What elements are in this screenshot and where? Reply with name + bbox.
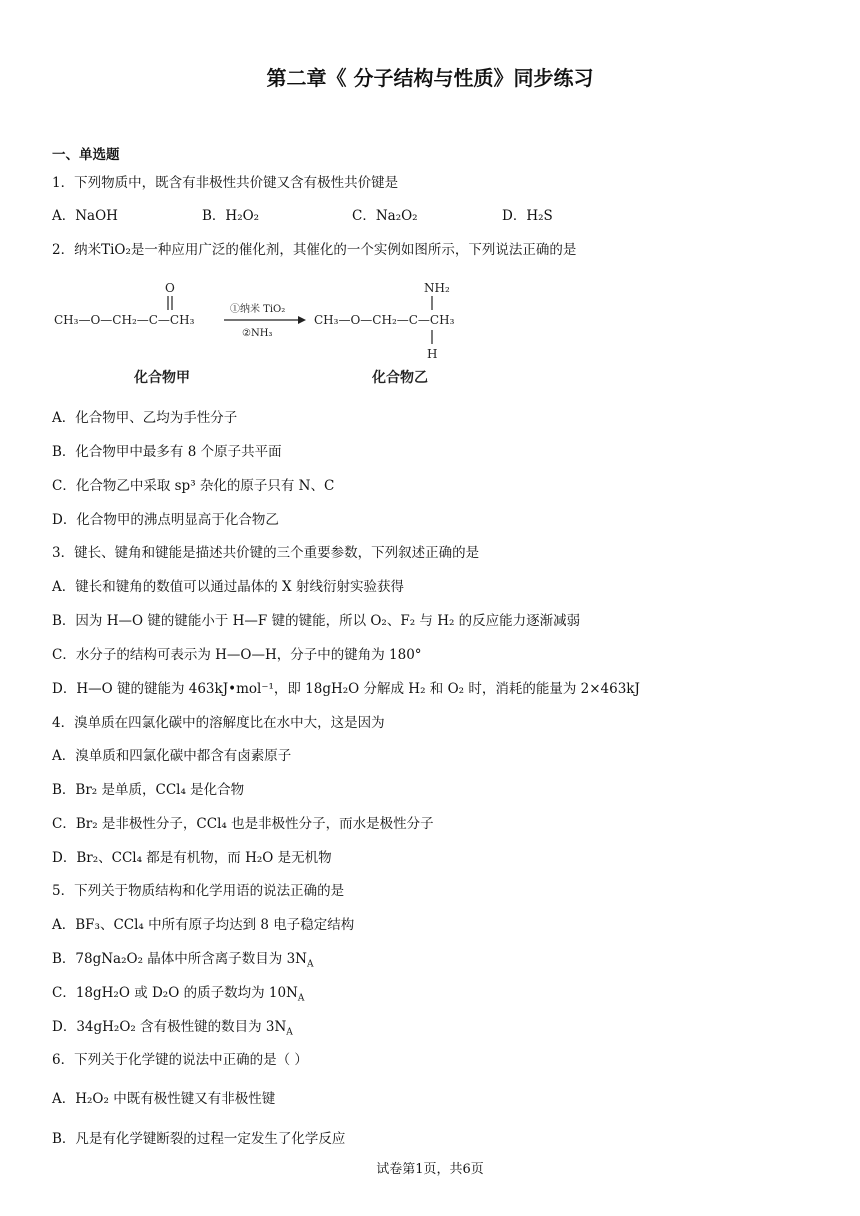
q4-option-c: C．Br₂ 是非极性分子，CCl₄ 也是非极性分子，而水是极性分子 [52, 816, 434, 832]
q2-option-a: A．化合物甲、乙均为手性分子 [52, 410, 238, 426]
q2-stem: 2．纳米TiO₂是一种应用广泛的催化剂，其催化的一个实例如图所示，下列说法正确的是 [52, 242, 577, 258]
q1-stem: 1．下列物质中，既含有非极性共价键又含有极性共价键是 [52, 175, 399, 191]
product-formula: CH₃—O—CH₂—C—CH₃ [314, 313, 455, 327]
q3-option-c: C．水分子的结构可表示为 H—O—H，分子中的键角为 180° [52, 647, 422, 663]
q5-option-b: B．78gNa₂O₂ 晶体中所含离子数目为 $3N_A$ [52, 951, 314, 970]
reaction-scheme [52, 278, 492, 388]
page-title: 第二章《 分子结构与性质》同步练习 [266, 66, 594, 90]
condition-1: ①纳米 TiO₂ [230, 304, 286, 315]
q4-option-b: B．Br₂ 是单质，CCl₄ 是化合物 [52, 782, 245, 798]
q2-option-b: B．化合物甲中最多有 8 个原子共平面 [52, 444, 282, 460]
product-amine: NH₂ [424, 281, 450, 295]
reactant-formula: CH₃—O—CH₂—C—CH₃ [54, 313, 195, 327]
q4-option-a: A．溴单质和四氯化碳中都含有卤素原子 [52, 748, 292, 764]
q1-option-c: C．Na₂O₂ [352, 208, 418, 224]
q3-option-a: A．键长和键角的数值可以通过晶体的 X 射线衍射实验获得 [52, 579, 404, 595]
section-heading: 一、单选题 [52, 147, 120, 163]
q2-option-c: C．化合物乙中采取 sp³ 杂化的原子只有 N、C [52, 478, 335, 494]
q5-option-a: A．BF₃、CCl₄ 中所有原子均达到 8 电子稳定结构 [52, 917, 355, 933]
q6-option-b: B．凡是有化学键断裂的过程一定发生了化学反应 [52, 1131, 346, 1147]
q5-option-c: C．18gH₂O 或 D₂O 的质子数均为 $10N_A$ [52, 985, 305, 1004]
q4-stem: 4．溴单质在四氯化碳中的溶解度比在水中大，这是因为 [52, 715, 385, 731]
q1-option-d: D．H₂S [502, 208, 553, 224]
q3-option-d: D．H—O 键的键能为 463kJ•mol⁻¹，即 18gH₂O 分解成 H₂ 和 O₂ 时，消耗的能量为 2×463kJ [52, 681, 640, 697]
q1-option-b: B．H₂O₂ [202, 208, 260, 224]
label-compound-b: 化合物乙 [372, 370, 428, 386]
page-footer: 试卷第1页，共6页 [376, 1162, 484, 1177]
q1-option-a: A．NaOH [52, 208, 118, 224]
q5-stem: 5．下列关于物质结构和化学用语的说法正确的是 [52, 883, 345, 899]
product-hydrogen: H [427, 347, 438, 361]
q3-stem: 3．键长、键角和键能是描述共价键的三个重要参数，下列叙述正确的是 [52, 545, 480, 561]
label-compound-a: 化合物甲 [134, 370, 190, 386]
q2-option-d: D．化合物甲的沸点明显高于化合物乙 [52, 512, 279, 528]
reactant-carbonyl-o: O [165, 281, 175, 295]
condition-2: ②NH₃ [242, 328, 273, 339]
q4-option-d: D．Br₂、CCl₄ 都是有机物，而 H₂O 是无机物 [52, 850, 332, 866]
q3-option-b: B．因为 H—O 键的键能小于 H—F 键的键能，所以 O₂、F₂ 与 H₂ 的反应能力逐渐减弱 [52, 613, 581, 629]
q6-option-a: A．H₂O₂ 中既有极性键又有非极性键 [52, 1091, 276, 1107]
q6-stem: 6．下列关于化学键的说法中正确的是（ ） [52, 1052, 308, 1068]
q5-option-d: D．34gH₂O₂ 含有极性键的数目为 $3N_A$ [52, 1019, 293, 1038]
